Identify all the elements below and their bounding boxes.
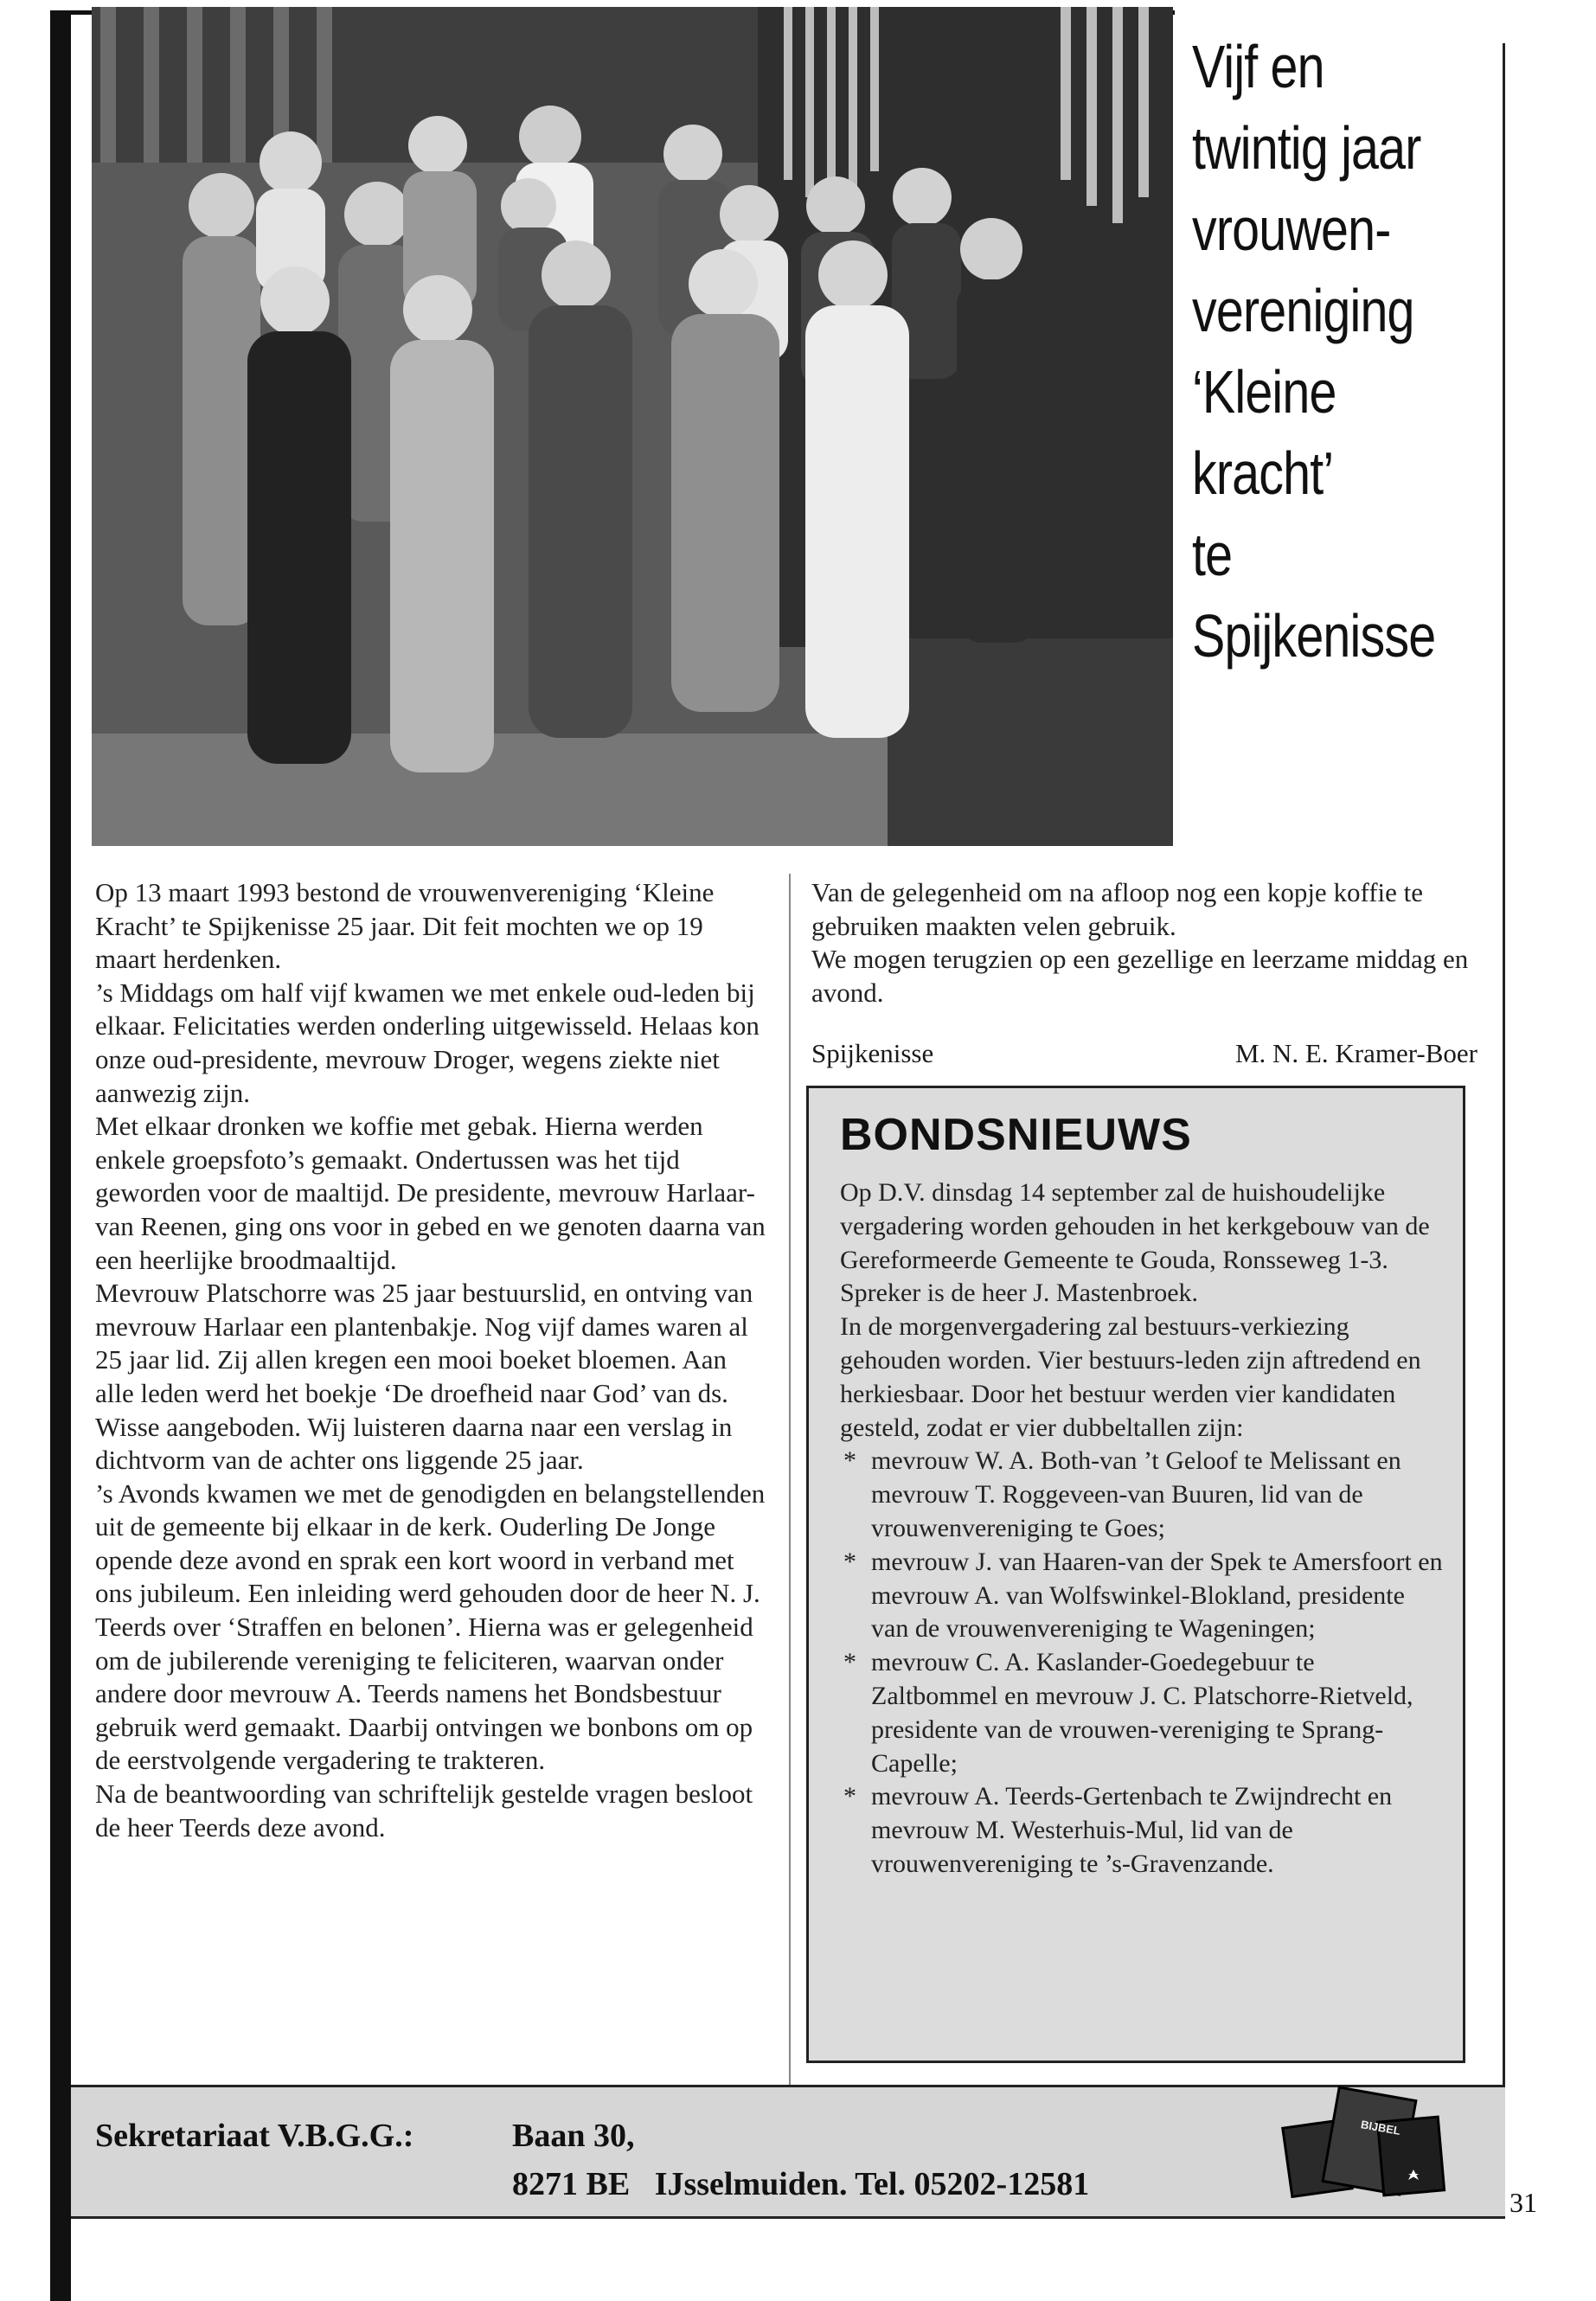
article-paragraph: Met elkaar dronken we koffie met gebak. Hierna werden enkele groepsfoto’s gemaakt. Ondertussen was het tijd geworden voor de maaltijd. De presidente, mevrouw Harlaar-van Reenen, ging ons voor in gebed en we genoten daarna van een heerlijke broodmaaltijd. (95, 1111, 766, 1275)
signature-author: M. N. E. Kramer-Boer (1234, 1038, 1477, 1068)
article-paragraph: We mogen terugzien op een gezellige en leerzame middag en avond. (811, 944, 1469, 1008)
bondsnieuws-body (840, 1176, 1445, 1881)
page-number: 31 (1509, 2187, 1537, 2218)
bullet-icon: * (843, 1782, 856, 1811)
bondsnieuws-heading: BONDSNIEUWS (840, 1110, 1192, 1160)
article-paragraph: ’s Avonds kwamen we met de genodigden en belangstellenden uit de gemeente bij elkaar in de kerk. Ouderling De Jonge opende deze avond en sprak een kort woord in verband met ons jubileum. Een inleiding werd gehouden door de heer N. J. Teerds over ‘Straffen en belonen’. Hierna was er gelegenheid om de jubilerende vereniging te feliciteren, waarvan onder andere door mevrouw A. Teerds namens het Bondsbestuur gebruik werd gemaakt. Daarbij ontvingen we bonbons om op de eerstvolgende vergadering te trakteren. (95, 1477, 766, 1776)
title-line: twintig jaar (1192, 114, 1421, 182)
secretariat-label: Sekretariaat V.B.G.G.: (95, 2118, 414, 2154)
article-paragraph: Na de beantwoording van schriftelijk gestelde vragen besloot de heer Teerds deze avond. (95, 1779, 753, 1843)
book-cover-label: BIJBEL (1359, 2118, 1402, 2138)
footer-bottom-rule (71, 2216, 1505, 2219)
article-column-left (95, 876, 766, 1844)
title-line: te (1192, 521, 1233, 588)
bible-books-icon (1279, 2076, 1452, 2206)
article-paragraph: Van de gelegenheid om na afloop nog een kopje koffie te gebruiken maakten velen gebruik. (811, 877, 1424, 941)
right-rule (1503, 43, 1505, 2206)
candidate-text: mevrouw W. A. Both-van ’t Geloof te Melissant en mevrouw T. Roggeveen-van Buuren, lid van de vrouwenvereniging te Goes; (871, 1446, 1401, 1542)
article-paragraph: Mevrouw Platschorre was 25 jaar bestuurslid, en ontving van mevrouw Harlaar een plantenbakje. Nog vijf dames waren al 25 jaar lid. Zij allen kregen een mooi boeket bloemen. Aan alle leden werd het boekje ‘De droefheid naar God’ van ds. Wisse aangeboden. Wij luisteren daarna naar een verslag in dichtvorm van de achter ons liggende 25 jaar. (95, 1278, 753, 1476)
title-line: Spijkenisse (1192, 602, 1436, 670)
bondsnieuws-paragraph: Op D.V. dinsdag 14 september zal de huishoudelijke vergadering worden gehouden in het kerkgebouw van de Gereformeerde Gemeente te Gouda, Ronsseweg 1-3. (840, 1178, 1430, 1274)
candidate-list (840, 1445, 1445, 1881)
candidate-item (840, 1780, 1445, 1881)
candidate-text: mevrouw A. Teerds-Gertenbach te Zwijndrecht en mevrouw M. Westerhuis-Mul, lid van de vrouwenvereniging te ’s-Gravenzande. (871, 1782, 1393, 1878)
column-divider (789, 874, 791, 2085)
candidate-item (840, 1546, 1445, 1646)
bullet-icon: * (843, 1446, 856, 1476)
group-photo-drawing (92, 7, 1173, 846)
title-line: vereniging (1192, 277, 1414, 344)
bullet-icon: * (843, 1648, 856, 1677)
bondsnieuws-paragraph: Spreker is de heer J. Mastenbroek. (840, 1279, 1199, 1308)
article-paragraph: ’s Middags om half vijf kwamen we met enkele oud-leden bij elkaar. Felicitaties werden onderling uitgewisseld. Helaas kon onze oud-presidente, mevrouw Droger, wegens ziekte niet aanwezig zijn. (95, 977, 760, 1108)
left-margin-bar (50, 10, 71, 2301)
bondsnieuws-paragraph: In de morgenvergadering zal bestuurs-verkiezing gehouden worden. Vier bestuurs-leden zijn aftredend en herkiesbaar. Door het bestuur werden vier kandidaten gesteld, zodat er vier dubbeltallen zijn: (840, 1312, 1421, 1442)
signature-city: Spijkenisse (811, 1038, 934, 1068)
article-paragraph: Op 13 maart 1993 bestond de vrouwenvereniging ‘Kleine Kracht’ te Spijkenisse 25 jaar. Dit feit mochten we op 19 maart herdenken. (95, 877, 715, 975)
article-title (1192, 26, 1440, 676)
candidate-text: mevrouw J. van Haaren-van der Spek te Amersfoort en mevrouw A. van Wolfswinkel-Blokland, presidente van de vrouwenvereniging te Wageningen; (871, 1547, 1443, 1644)
bondsnieuws-box (806, 1086, 1465, 2063)
group-photo (92, 7, 1173, 846)
candidate-text: mevrouw C. A. Kaslander-Goedegebuur te Zaltbommel en mevrouw J. C. Platschorre-Rietveld, presidente van de vrouwen-vereniging te Sprang-Capelle; (871, 1648, 1413, 1778)
candidate-item (840, 1646, 1445, 1780)
secretariat-address-line2: 8271 BE IJsselmuiden. Tel. 05202-12581 (512, 2166, 1090, 2202)
bullet-icon: * (843, 1547, 856, 1576)
title-line: ‘Kleine (1192, 358, 1336, 426)
article-column-right (811, 876, 1486, 1009)
candidate-item (840, 1445, 1445, 1545)
title-line: vrouwen- (1192, 195, 1391, 263)
secretariat-address-line1: Baan 30, (512, 2118, 635, 2154)
title-line: kracht’ (1192, 439, 1334, 507)
title-line: Vijf en (1192, 33, 1324, 100)
books-illustration (1279, 2076, 1452, 2206)
